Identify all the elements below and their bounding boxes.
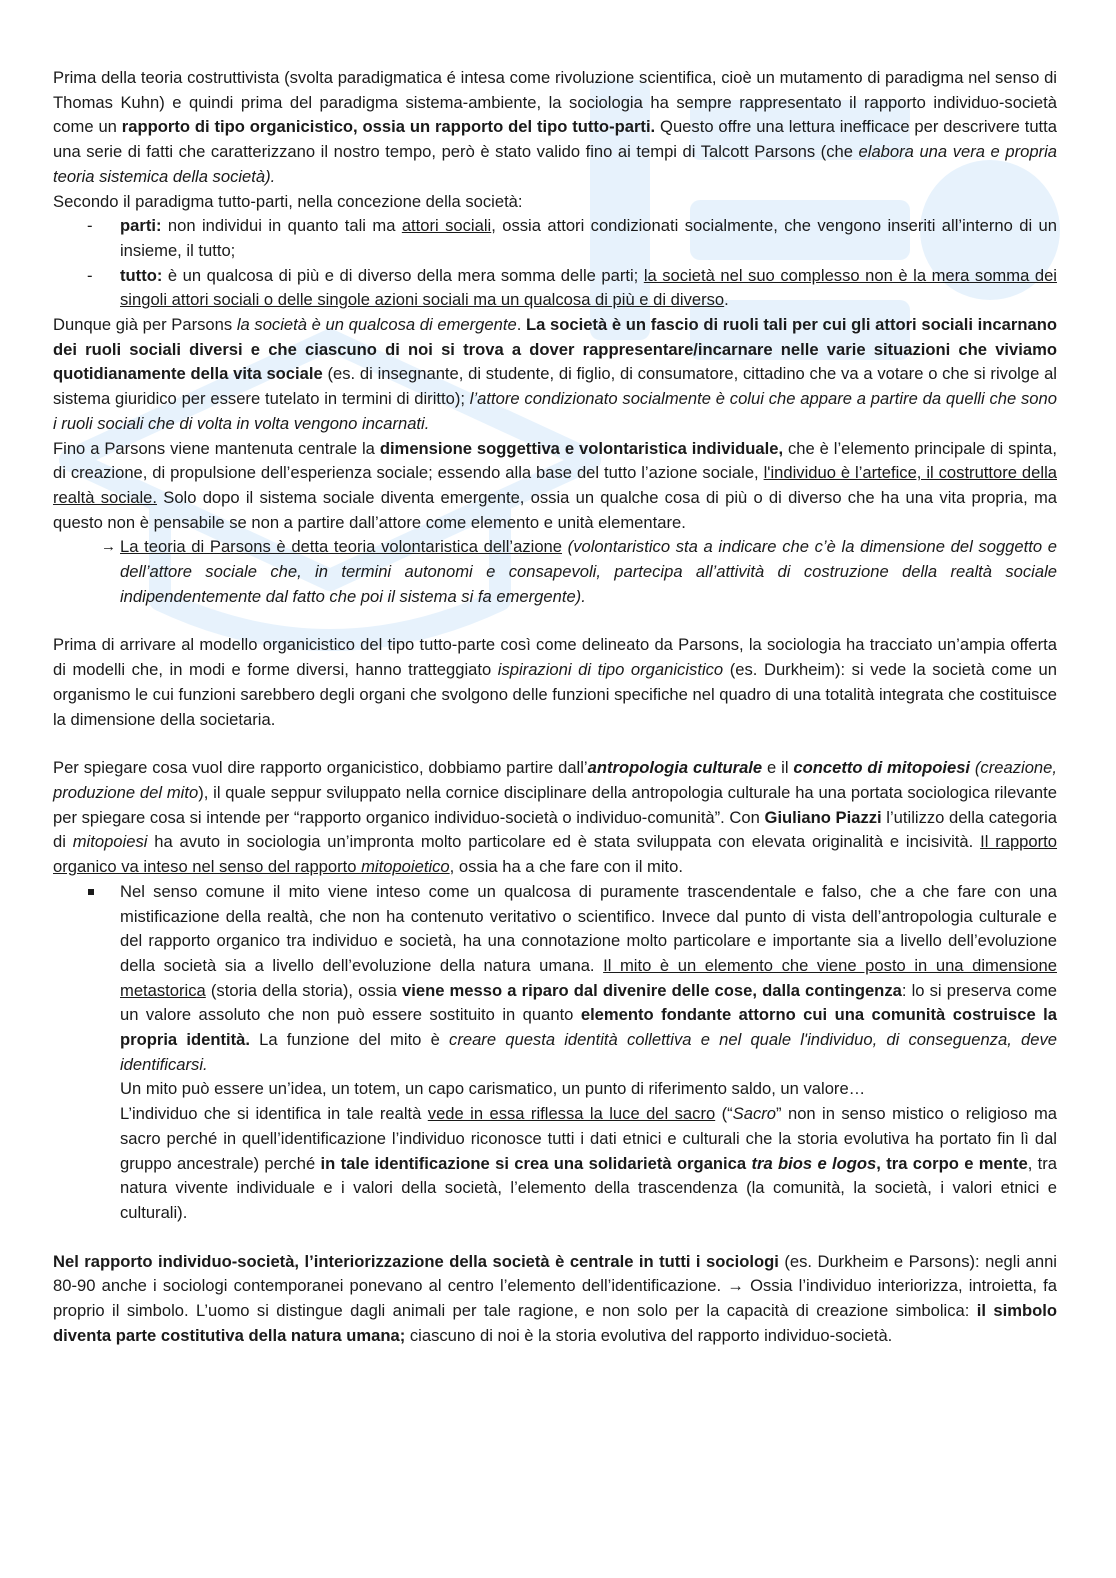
text: Il rapporto organico va inteso nel senso del rapporto — [53, 832, 1057, 877]
text: : lo si preserva come un valore assoluto che non può essere sostituito in quanto — [120, 980, 1057, 1025]
text: , ossia ha a che fare con il mito. — [449, 857, 684, 877]
bold-italic-text: tra bios e logos — [751, 1153, 877, 1173]
text: e il — [762, 758, 794, 778]
bold-text: La società è un fascio di ruoli tali per cui gli attori sociali incarnano dei ruoli sociali diversi e che ciascuno di noi si trova a dover rappresentare/incarnare nelle varie situazioni che viviamo quotidianamente della vita sociale — [53, 315, 1057, 384]
paragraph-paradigm: Secondo il paradigma tutto-parti, nella concezione della società: — [53, 191, 523, 211]
text: ha avuto in sociologia un’impronta molto particolare ed è stata sviluppata con elevata originalità e incisività. — [147, 832, 981, 852]
paragraph-parsons-roles — [53, 313, 1057, 437]
text: Prima di arrivare al modello organicistico del tipo tutto-parte così come delineato da Parsons, la sociologia ha tracciato un’ampia offerta di modelli che, in modi e forme diversi, hanno tratteggiato — [53, 635, 1057, 680]
bold-text: dimensione soggettiva e volontaristica individuale, — [379, 438, 784, 458]
text: (“ — [715, 1104, 733, 1124]
arrow-item — [53, 535, 1057, 609]
text: (es. Durkheim e Parsons): negli anni 80-90 anche i sociologi contemporanei ponevano al centro l’elemento dell’identificazione. — [53, 1251, 1057, 1296]
text: Nel senso comune il mito viene inteso come un qualcosa di puramente trascendentale e falso, che a che fare con una mistificazione della realtà, che non ha contenuto veritativo o scientifico. Invece dal punto di vista dell’antropologia culturale e del rapporto organico tra individuo e società, ha una connotazione molto particolare e importante sia a livello dell’evoluzione della società sia a livello dell’evoluzione della natura umana. — [120, 881, 1057, 975]
italic-text: (creazione, produzione del mito — [53, 758, 1057, 802]
text: che è l’elemento principale di spinta, di creazione, di propulsione dell’esperienza sociale; essendo alla base del tutto l’azione sociale, — [53, 438, 1057, 483]
text: (es. Durkheim): si vede la società come un organismo le cui funzioni sarebbero degli organi che svolgono delle funzioni specifiche nel quadro di una totalità integrata che costituisce la dimensione della societaria. — [53, 660, 1057, 729]
italic-text: (volontaristico sta a indicare che c’è la dimensione del soggetto e dell’attore sociale che, in termini autonomi e consapevoli, partecipa all’attività di costruzione della realtà sociale indipendentemente dal fatto che poi il sistema si fa emergente). — [120, 537, 1057, 606]
text: , ossia attori condizionati socialmente, che vengono inseriti all’interno di un insieme, il tutto; — [120, 216, 1057, 260]
bold-text: rapporto di tipo organicistico, ossia un rapporto del tipo tutto-parti. — [121, 117, 656, 137]
parts-list — [53, 214, 1057, 313]
underlined-text: La teoria di Parsons è detta teoria volontaristica dell’azione — [120, 537, 563, 557]
bold-text: elemento fondante attorno cui una comunità costruisce la propria identità. — [120, 1005, 1057, 1050]
text: Un mito può essere un’idea, un totem, un capo carismatico, un punto di riferimento saldo, un valore… — [120, 1079, 866, 1099]
underlined-text: la società nel suo complesso non è la mera somma dei singoli attori sociali o delle singole azioni sociali ma un qualcosa di più e di diverso — [120, 265, 1057, 310]
arrow-list — [53, 535, 1057, 609]
paragraph-organicist-models — [53, 633, 1057, 732]
text: , tra natura vivente individuale e i valori della società, l’elemento della trascendenza (la comunità, la società, i valori etnici e culturali). — [120, 1153, 1058, 1222]
underlined-text: vede in essa riflessa la luce del sacro — [427, 1104, 716, 1124]
list-item-tutto — [53, 264, 1057, 313]
bold-text: in tale identificazione si crea una solidarietà organica — [320, 1153, 752, 1173]
spacer — [53, 609, 1057, 633]
bold-text: viene messo a riparo dal divenire delle cose, dalla contingenza — [402, 980, 902, 1000]
italic-text: ispirazioni di tipo organicistico — [497, 660, 724, 680]
text: ciascuno di noi è la storia evolutiva del rapporto individuo-società. — [405, 1325, 893, 1345]
text: Per spiegare cosa vuol dire rapporto organicistico, dobbiamo partire dall’ — [53, 758, 588, 778]
text: Questo offre una lettura inefficace per descrivere tutta una serie di fatti che caratterizzano il nostro tempo, però è stato valido fino ai tempi di Talcott Parsons (che — [53, 117, 1057, 162]
bold-italic-text: antropologia culturale — [587, 758, 763, 778]
underlined-text: Il mito è un elemento che viene posto in una dimensione metastorica — [120, 955, 1057, 1000]
underlined-text: attori sociali — [401, 216, 492, 236]
text: non individui in quanto tali ma — [161, 216, 402, 236]
text: Solo dopo il sistema sociale diventa emergente, ossia un qualche cosa di più o di diverso che ha una vita propria, ma questo non è pensabile se non a partire dall’attore come elemento e unità elementare. — [53, 487, 1057, 532]
text: Dunque già per Parsons — [53, 315, 237, 335]
myth-list — [53, 880, 1057, 1226]
text: La funzione del mito è — [249, 1030, 450, 1050]
italic-text: l’attore condizionato socialmente è colui che appare a partire da quelli che sono i ruoli sociali che di volta in volta vengono incarnati. — [53, 389, 1057, 433]
text: è un qualcosa di più e di diverso della mera somma delle parti; — [162, 265, 644, 285]
italic-text: creare questa identità collettiva e nel quale l'individuo, di conseguenza, deve identificarsi. — [120, 1030, 1057, 1074]
paragraph-voluntarist — [53, 437, 1057, 536]
right-arrow-icon: → — [101, 538, 116, 556]
list-item-myth — [53, 880, 1057, 1226]
document-page — [53, 66, 1057, 1348]
bold-text: , tra corpo e mente — [876, 1153, 1028, 1173]
italic-text: mitopoietico — [361, 857, 450, 877]
list-item-parti — [53, 214, 1057, 263]
bold-text: Nel rapporto individuo-società, l’interiorizzazione della società è centrale in tutti i sociologi — [53, 1251, 779, 1271]
text: (storia della storia), ossia — [205, 980, 402, 1000]
text: l’utilizzo della categoria di — [53, 807, 1058, 852]
bold-text: Giuliano Piazzi — [764, 807, 882, 827]
text: Fino a Parsons viene mantenuta centrale la — [53, 438, 380, 458]
text: L’individuo che si identifica in tale realtà — [120, 1104, 428, 1124]
paragraph-mitopoiesi — [53, 756, 1057, 880]
right-arrow-icon: → — [727, 1276, 744, 1296]
text: Prima della teoria costruttivista (svolta paradigmatica é intesa come rivoluzione scientifica, cioè un mutamento di paradigma nel senso di Thomas Kuhn) e quindi prima del paradigma sistema-ambiente, la sociologia ha sempre rappresentato il rapporto individuo-società come un — [53, 68, 1057, 137]
spacer — [53, 1226, 1057, 1250]
italic-text: elabora una vera e propria teoria sistemica della società). — [53, 142, 1057, 186]
text: Ossia l’individuo interiorizza, introietta, fa proprio il simbolo. L’uomo si distingue dagli animali per tale ragione, e non solo per la capacità di creazione simbolica: — [53, 1276, 1057, 1321]
bold-text: il simbolo diventa parte costitutiva della natura umana; — [53, 1301, 1057, 1345]
paragraph-intro — [53, 66, 1057, 190]
spacer — [53, 732, 1057, 756]
italic-text: mitopoiesi — [72, 832, 148, 852]
text: (es. di insegnante, di studente, di figlio, di consumatore, cittadino che va a votare o che si rivolge al sistema giuridico per essere tutelato in termini di diritto); — [53, 364, 1057, 409]
bold-text: tutto: — [120, 265, 163, 285]
bold-italic-text: concetto di mitopoiesi — [793, 758, 971, 778]
text: . — [516, 315, 526, 335]
bold-text: parti: — [120, 216, 162, 236]
text: . — [724, 290, 729, 310]
italic-text: la società è un qualcosa di emergente — [236, 315, 517, 335]
italic-text: Sacro — [732, 1104, 777, 1124]
underlined-text: l'individuo è l’artefice, il costruttore della realtà sociale. — [53, 463, 1057, 507]
text: ), il quale seppur sviluppato nella cornice disciplinare della antropologia culturale ha una portata sociologica rilevante per spiegare cosa si intende per “rapporto organico individuo-società o individuo-comunità”. Con — [53, 782, 1057, 827]
text: ” non in senso mistico o religioso ma sacro perché in quell’identificazione l’individuo riconosce tutti i dati etnici e culturali che la storia evolutiva ha portato fin lì dal gruppo ancestrale) perché — [120, 1104, 1057, 1173]
paragraph-interiorization — [53, 1250, 1057, 1349]
